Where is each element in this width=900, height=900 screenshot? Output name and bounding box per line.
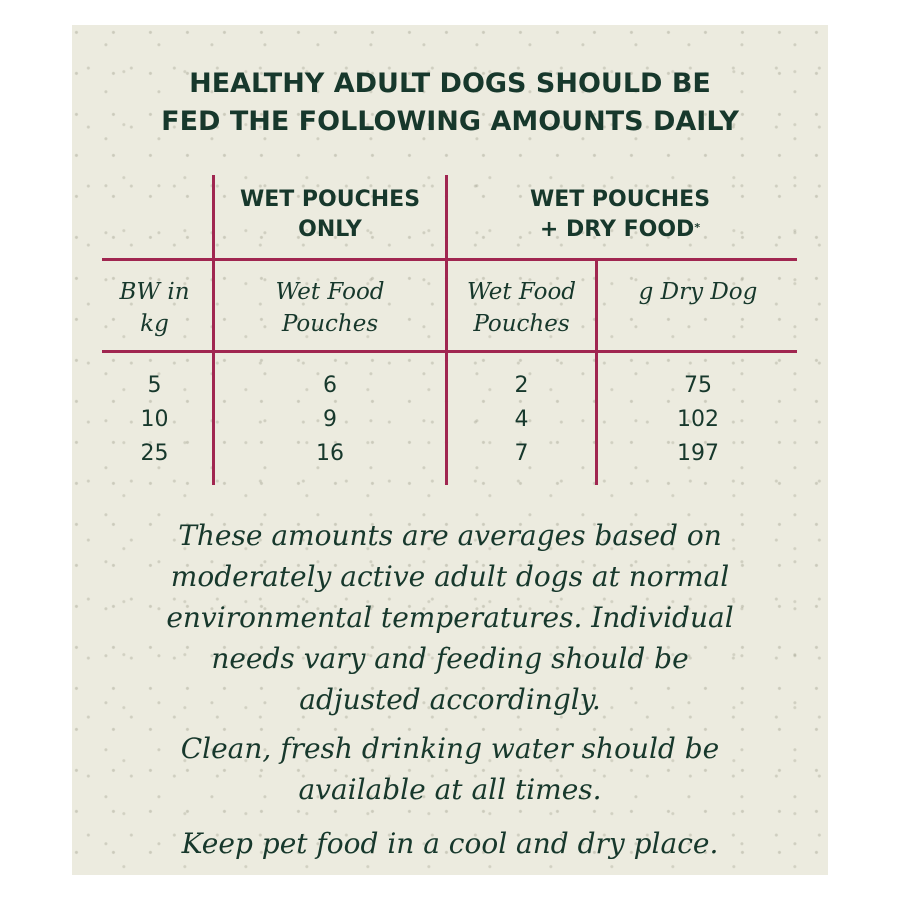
averages-note	[72, 515, 828, 720]
cell-dry-grams: 197	[677, 441, 719, 466]
group-header-wet-only	[215, 185, 445, 245]
feeding-guide-panel	[72, 25, 828, 875]
cell-dry-grams: 102	[677, 407, 719, 432]
column-header-wet-dry-pouches-line-2: Pouches	[473, 311, 570, 337]
column-header-wet-only-pouches	[215, 276, 445, 340]
column-header-bw-line-2: kg	[140, 311, 169, 337]
footnote-marker: *	[694, 221, 701, 234]
cell-wet-dry-pouches: 7	[514, 441, 529, 466]
cell-dry-grams: 75	[684, 373, 712, 398]
averages-note-line-1: These amounts are averages based on	[178, 519, 722, 552]
group-header-wet-dry-text: + DRY FOOD	[539, 217, 695, 242]
title-line-2: FED THE FOLLOWING AMOUNTS DAILY	[161, 106, 739, 137]
table-rule-horizontal-columns	[102, 350, 797, 353]
water-note	[72, 728, 828, 810]
group-header-wet-dry-line-2	[448, 215, 792, 245]
cell-wet-only-pouches: 6	[323, 373, 337, 398]
group-header-wet-dry	[448, 185, 792, 245]
cell-wet-only-pouches: 16	[316, 441, 344, 466]
column-header-bw-line-1: BW in	[119, 279, 190, 305]
averages-note-line-5: adjusted accordingly.	[299, 683, 601, 716]
cell-bw: 5	[147, 373, 162, 398]
group-header-wet-only-line-2: ONLY	[298, 217, 362, 242]
column-header-dry-grams	[598, 276, 798, 308]
group-header-wet-only-line-1: WET POUCHES	[239, 187, 421, 212]
cell-wet-only-pouches: 9	[323, 407, 337, 432]
cell-wet-dry-pouches: 4	[514, 407, 529, 432]
column-header-wet-dry-pouches	[448, 276, 595, 340]
cell-bw: 10	[140, 407, 169, 432]
averages-note-line-4: needs vary and feeding should be	[211, 642, 689, 675]
feeding-guide-title	[72, 65, 828, 141]
table-rule-horizontal-header	[102, 258, 797, 261]
storage-note	[72, 823, 828, 864]
storage-note-line: Keep pet food in a cool and dry place.	[181, 827, 719, 860]
column-header-wet-only-pouches-line-1: Wet Food	[275, 279, 385, 305]
column-header-bw	[97, 276, 212, 340]
water-note-line-2: available at all times.	[298, 773, 602, 806]
cell-bw: 25	[140, 441, 169, 466]
cell-wet-dry-pouches: 2	[514, 373, 529, 398]
water-note-line-1: Clean, fresh drinking water should be	[180, 732, 720, 765]
column-header-wet-only-pouches-line-2: Pouches	[281, 311, 379, 337]
column-header-dry-grams-line-1: g Dry Dog	[638, 279, 758, 305]
title-line-1: HEALTHY ADULT DOGS SHOULD BE	[189, 68, 711, 99]
group-header-wet-dry-line-1: WET POUCHES	[529, 187, 711, 212]
averages-note-line-3: environmental temperatures. Individual	[166, 601, 734, 634]
column-header-wet-dry-pouches-line-1: Wet Food	[466, 279, 577, 305]
averages-note-line-2: moderately active adult dogs at normal	[170, 560, 730, 593]
